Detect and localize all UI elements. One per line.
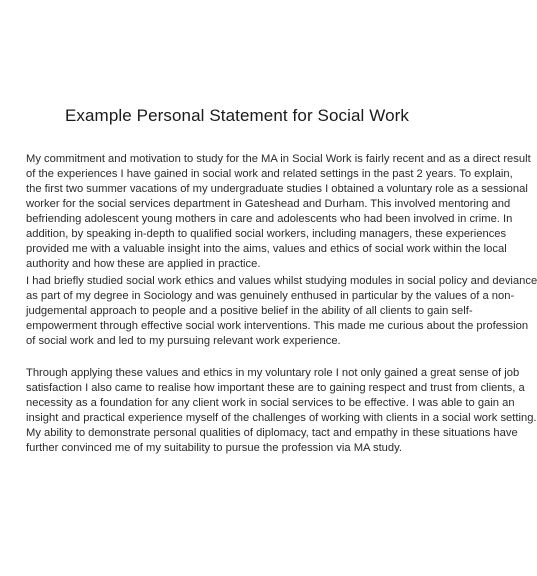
paragraph-line: insight and practical experience myself of the challenges of working with clients in a social work setting. [26, 412, 537, 424]
paragraph-line: I had briefly studied social work ethics and values whilst studying modules in social policy and deviance [26, 275, 537, 287]
paragraph-line: the first two summer vacations of my undergraduate studies I obtained a voluntary role as a sessional [26, 183, 528, 195]
paragraph-line: necessity as a foundation for any client work in social services to be effective. I was able to gain an [26, 397, 515, 409]
paragraph-experience [26, 366, 537, 456]
paragraph-ethics-values [26, 274, 537, 349]
paragraph-line: of social work and led to my pursuing relevant work experience. [26, 335, 341, 347]
paragraph-line: Through applying these values and ethics in my voluntary role I not only gained a great sense of job [26, 367, 520, 379]
document-title: Example Personal Statement for Social Work [64, 106, 410, 125]
paragraph-line: addition, by speaking in-depth to qualified social workers, including managers, these experiences [26, 228, 507, 240]
paragraph-line: My ability to demonstrate personal qualities of diplomacy, tact and empathy in these situations have [26, 427, 518, 439]
paragraph-line: befriending adolescent young mothers in care and adolescents who had been involved in crime. In [26, 213, 513, 225]
paragraph-line: worker for the social services department in Gateshead and Durham. This involved mentoring and [26, 198, 511, 210]
paragraph-motivation [26, 152, 531, 272]
paragraph-line: empowerment through effective social work interventions. This made me curious about the profession [26, 320, 529, 332]
paragraph-line: authority and how these are applied in practice. [26, 258, 261, 270]
paragraph-line: of the experiences I have gained in social work and related settings in the past 2 years. To explain, [26, 168, 513, 180]
paragraph-line: judgemental approach to people and a positive belief in the ability of all clients to gain self- [26, 305, 473, 317]
paragraph-line: satisfaction I also came to realise how important these are to gaining respect and trust from clients, a [26, 382, 525, 394]
paragraph-line: My commitment and motivation to study for the MA in Social Work is fairly recent and as a direct result [26, 153, 531, 165]
paragraph-line: provided me with a valuable insight into the aims, values and ethics of social work within the local [26, 243, 507, 255]
paragraph-line: as part of my degree in Sociology and was genuinely enthused in particular by the values of a non- [26, 290, 515, 302]
paragraph-line: further convinced me of my suitability to pursue the profession via MA study. [26, 442, 402, 454]
